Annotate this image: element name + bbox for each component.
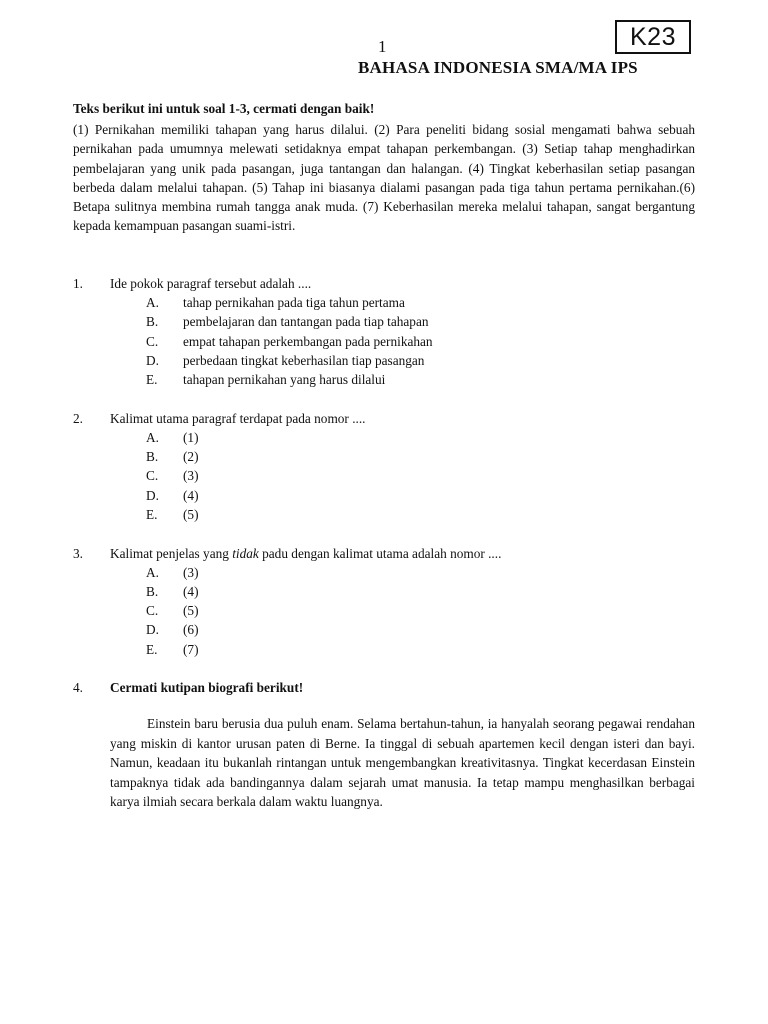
question-text: Ide pokok paragraf tersebut adalah ....: [110, 276, 312, 291]
option-text: tahap pernikahan pada tiga tahun pertama: [183, 295, 405, 310]
option-letter: A.: [146, 565, 159, 580]
question-text-emphasis: tidak: [232, 546, 259, 561]
option-text: (3): [183, 565, 199, 580]
option-letter: B.: [146, 314, 159, 329]
question-number: 1.: [73, 276, 83, 291]
option-text: (3): [183, 468, 199, 483]
document-code-box: K23: [615, 20, 691, 54]
option-letter: E.: [146, 372, 158, 387]
option-letter: B.: [146, 449, 159, 464]
question-number: 3.: [73, 546, 83, 561]
page-number: 1: [378, 37, 387, 56]
option-text: (4): [183, 488, 199, 503]
reading-passage: (1) Pernikahan memiliki tahapan yang harus dilalui. (2) Para peneliti bidang sosial mengamati bahwa sebuah pernikahan pada umumnya melewati setidaknya empat tahapan perkembangan. (3) Setiap tahap menghadirkan pembelajaran yang unik pada pasangan, juga tantangan dan halangan. (4) Tingkat keberhasilan setiap pasangan berbeda dalam melalui tahapan. (5) Tahap ini biasanya dialami pasangan pada tiga tahun pertama pernikahan.(6) Betapa sulitnya membina rumah tangga anak muda. (7) Keberhasilan mereka melalui tahapan, sangat bergantung kepada kemampuan pasangan suami-istri.: [73, 122, 695, 234]
biography-text: Einstein baru berusia dua puluh enam. Selama bertahun-tahun, ia hanyalah seorang pegawai rendahan yang miskin di kantor urusan paten di Berne. Ia tinggal di sebuah apartemen kecil dengan isteri dan bayi. Namun, keadaan itu bukanlah rintangan untuk mengembangkan kreativitasnya. Tingkat kecerdasan Einstein tampaknya tidak ada bandingannya dalam sejarah umat manusia. Ia tetap mampu menghasilkan berbagai karya ilmiah secara berkala dalam waktu luangnya.: [110, 716, 695, 809]
option-letter: E.: [146, 507, 158, 522]
question-text: Kalimat utama paragraf terdapat pada nomor ....: [110, 411, 366, 426]
question-number: 4.: [73, 680, 83, 695]
question-text: [110, 546, 501, 562]
question-text: Cermati kutipan biografi berikut!: [110, 680, 304, 695]
option-text: (1): [183, 430, 199, 445]
option-letter: C.: [146, 468, 159, 483]
option-text: (5): [183, 507, 199, 522]
option-letter: A.: [146, 295, 159, 310]
option-letter: C.: [146, 334, 159, 349]
option-text: (6): [183, 622, 199, 637]
option-text: perbedaan tingkat keberhasilan tiap pasangan: [183, 353, 425, 368]
question-number: 2.: [73, 411, 83, 426]
question-text-part: Kalimat penjelas yang: [110, 546, 233, 561]
option-letter: A.: [146, 430, 159, 445]
option-letter: D.: [146, 353, 159, 368]
reading-instruction: Teks berikut ini untuk soal 1-3, cermati dengan baik!: [73, 101, 375, 116]
option-text: (2): [183, 449, 199, 464]
option-letter: B.: [146, 584, 159, 599]
option-text: tahapan pernikahan yang harus dilalui: [183, 372, 386, 387]
option-letter: D.: [146, 622, 159, 637]
subject-title: BAHASA INDONESIA SMA/MA IPS: [358, 58, 638, 77]
option-text: pembelajaran dan tantangan pada tiap tahapan: [183, 314, 429, 329]
option-text: (5): [183, 603, 199, 618]
question-text-part: padu dengan kalimat utama adalah nomor ....: [258, 546, 502, 561]
option-text: (7): [183, 642, 199, 657]
option-text: (4): [183, 584, 199, 599]
option-letter: C.: [146, 603, 159, 618]
option-letter: E.: [146, 642, 158, 657]
option-text: empat tahapan perkembangan pada pernikahan: [183, 334, 433, 349]
biography-passage: [110, 714, 695, 812]
option-letter: D.: [146, 488, 159, 503]
